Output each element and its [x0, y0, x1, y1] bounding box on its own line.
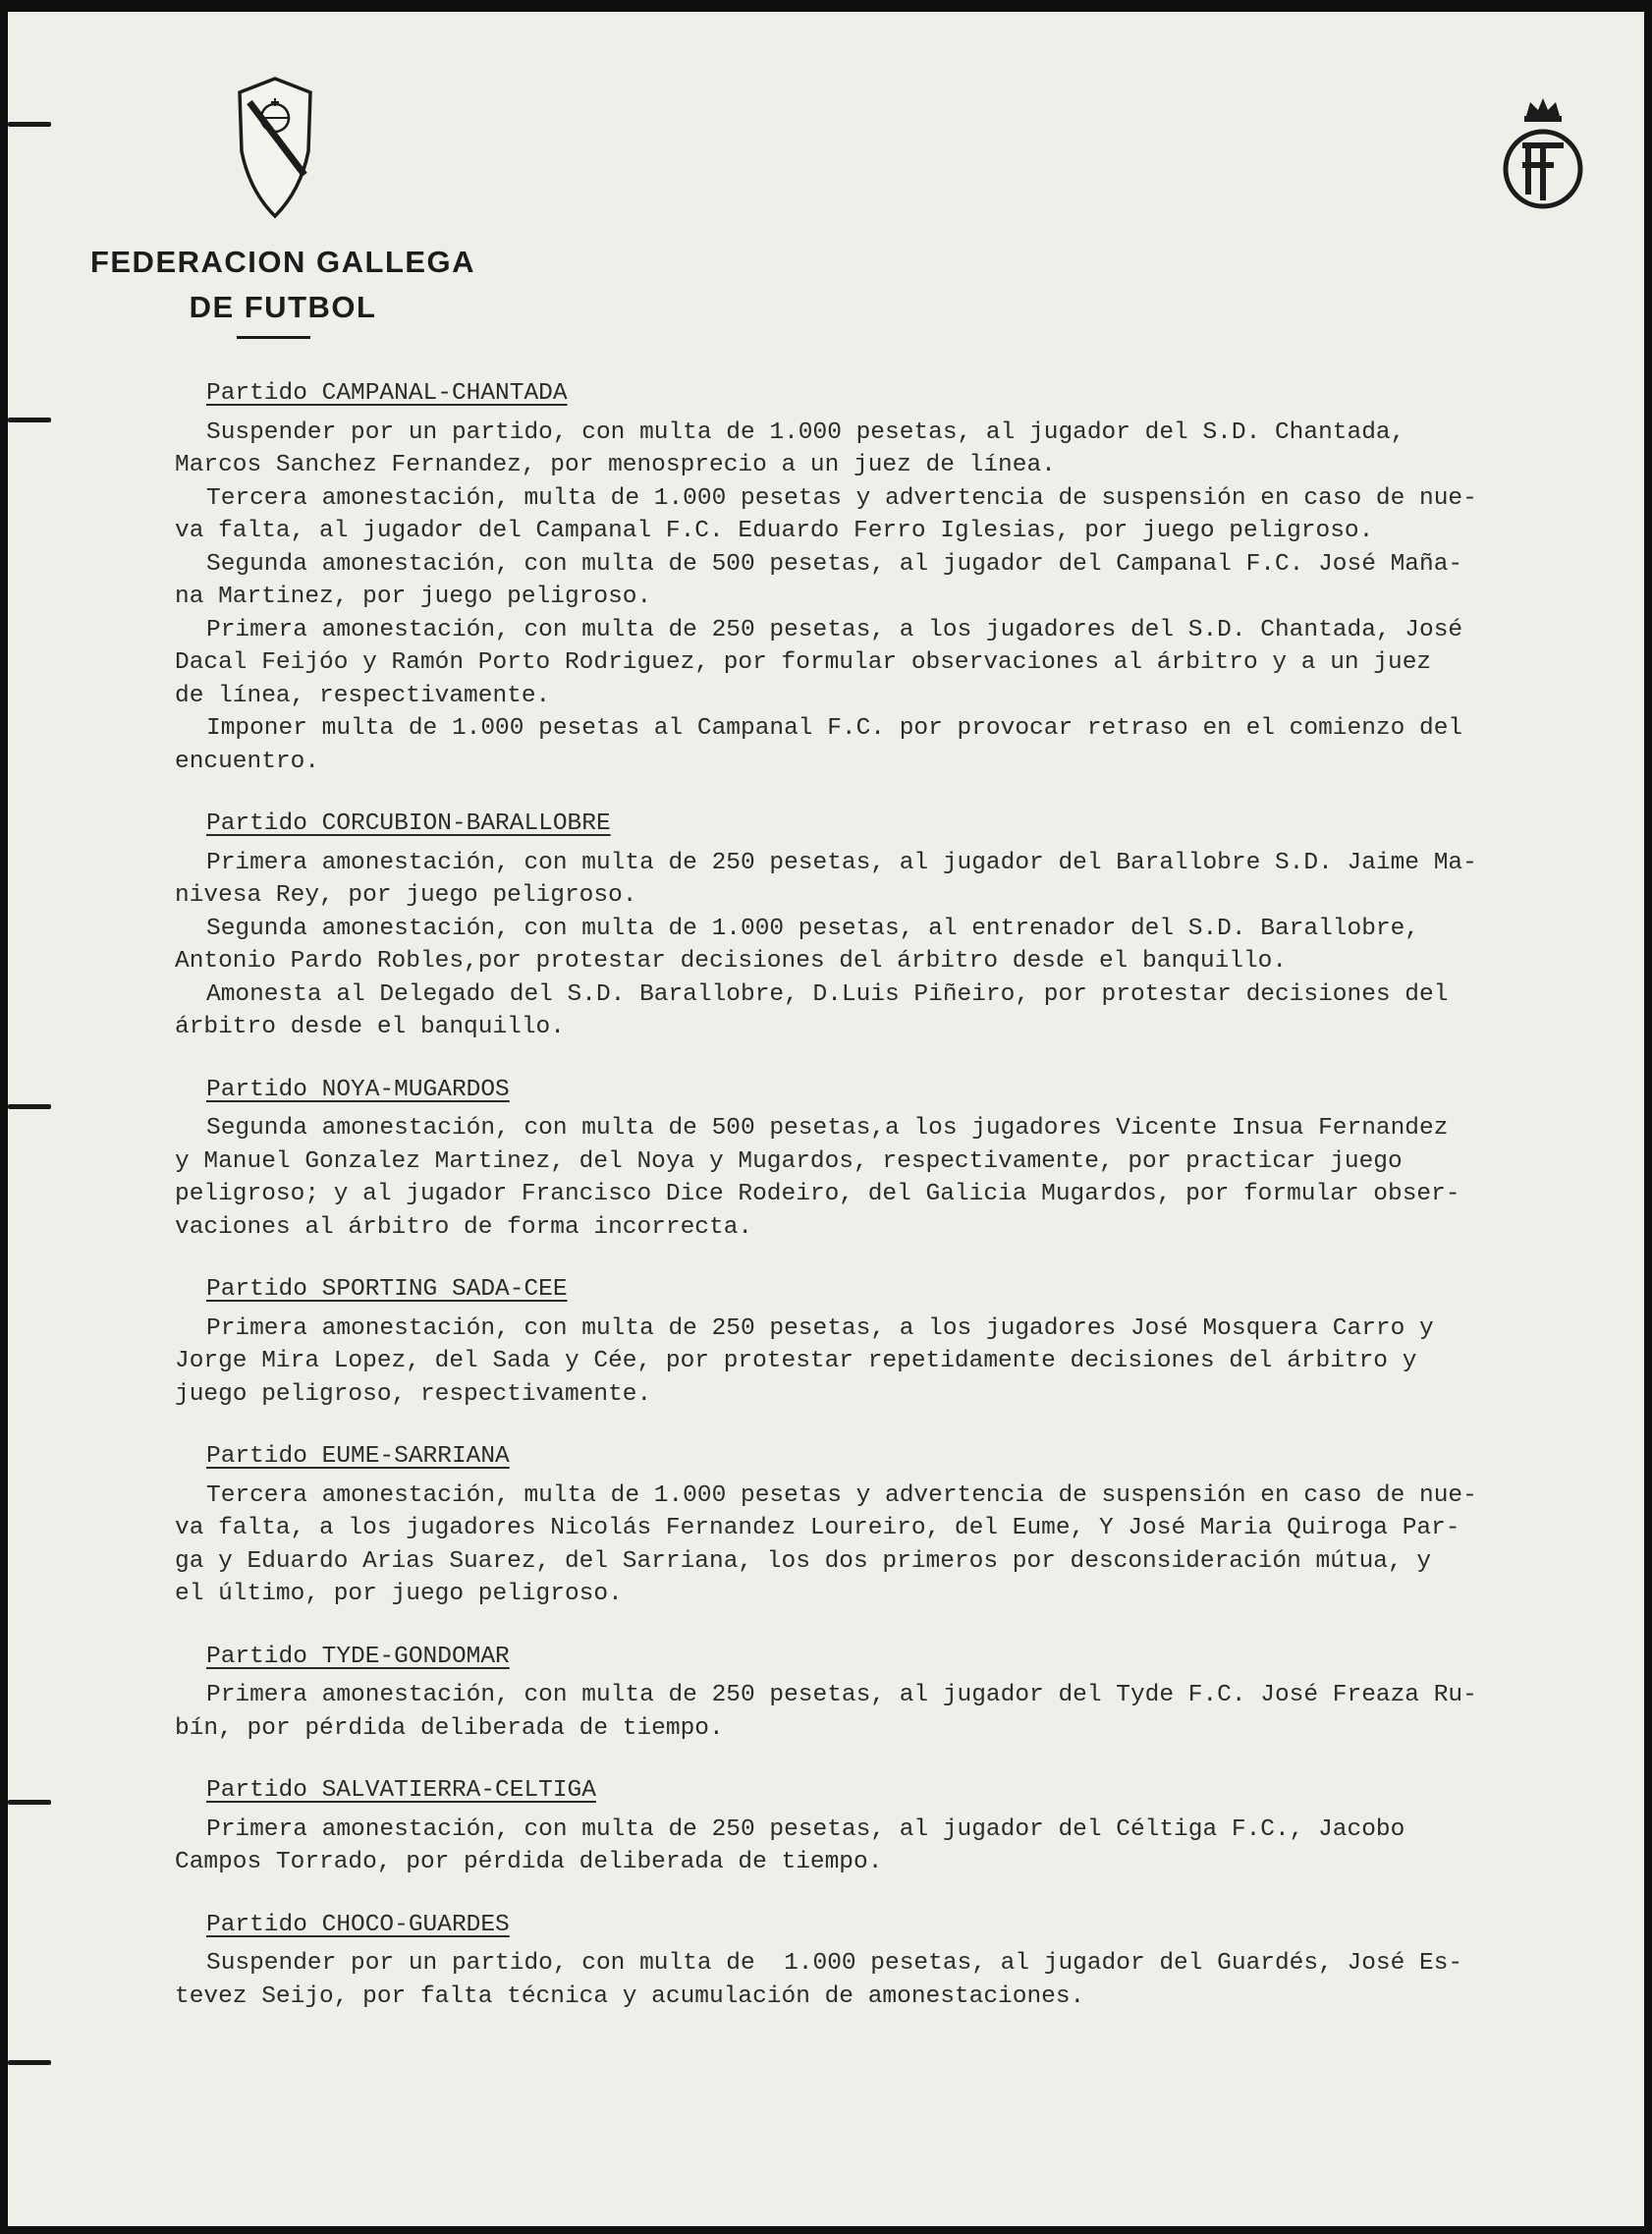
royal-federation-crowned-emblem-icon [1499, 94, 1587, 214]
match-section [175, 1909, 1644, 2014]
binder-hole-mark [8, 2060, 51, 2065]
sanction-line: Primera amonestación, con multa de 250 pesetas, al jugador del Barallobre S.D. Jaime Ma- [206, 849, 1477, 876]
sanction-line: va falta, al jugador del Campanal F.C. Eduardo Ferro Iglesias, por juego peligroso. [175, 518, 1374, 544]
sanction-line: Suspender por un partido, con multa de 1.000 pesetas, al jugador del S.D. Chantada, [206, 419, 1405, 446]
sanction-paragraph [175, 548, 1644, 614]
federation-name-line-2: DE FUTBOL [189, 290, 377, 324]
binder-hole-mark [8, 1104, 51, 1109]
sanction-line: y Manuel Gonzalez Martinez, del Noya y Mugardos, respectivamente, por practicar juego [175, 1147, 1403, 1175]
sanction-line: na Martinez, por juego peligroso. [175, 584, 652, 610]
sanction-line: árbitro desde el banquillo. [175, 1014, 565, 1040]
sanction-line: Campos Torrado, por pérdida deliberada de tiempo. [175, 1849, 883, 1875]
federation-name-line-1: FEDERACION GALLEGA [89, 245, 476, 279]
match-section [175, 1074, 1644, 1245]
sanction-line: de línea, respectivamente. [175, 682, 551, 709]
sanction-line: bín, por pérdida deliberada de tiempo. [175, 1714, 724, 1742]
document-page [8, 12, 1644, 2226]
sanction-line: Antonio Pardo Robles,por protestar decisiones del árbitro desde el banquillo. [175, 948, 1288, 975]
sanction-line: tevez Seijo, por falta técnica y acumulación de amonestaciones. [175, 1983, 1085, 2010]
sanction-line: el último, por juego peligroso. [175, 1581, 623, 1607]
sanction-line: encuentro. [175, 748, 320, 775]
sanction-line: Tercera amonestación, multa de 1.000 pesetas y advertencia de suspensión en caso de nue- [206, 1481, 1477, 1509]
match-heading: Partido CORCUBION-BARALLOBRE [206, 810, 611, 837]
match-section [175, 1273, 1644, 1411]
sanction-line: Amonesta al Delegado del S.D. Barallobre, D.Luis Piñeiro, por protestar decisiones del [206, 980, 1449, 1008]
sanction-paragraph [175, 847, 1644, 913]
sanction-line: Imponer multa de 1.000 pesetas al Campanal F.C. por provocar retraso en el comienzo del [206, 715, 1463, 742]
match-section [175, 1641, 1644, 1746]
sanction-paragraph [175, 1480, 1644, 1611]
binder-hole-mark [8, 1800, 51, 1805]
sanction-line: Dacal Feijóo y Ramón Porto Rodriguez, por formular observaciones al árbitro y a un juez [175, 649, 1432, 676]
sanction-paragraph [175, 978, 1644, 1044]
sanction-line: Primera amonestación, con multa de 250 pesetas, al jugador del Tyde F.C. José Freaza Ru- [206, 1682, 1477, 1708]
sanction-line: vaciones al árbitro de forma incorrecta. [175, 1213, 753, 1241]
binder-hole-mark [8, 122, 51, 127]
sanction-line: Segunda amonestación, con multa de 1.000 pesetas, al entrenador del S.D. Barallobre, [206, 915, 1420, 942]
federation-name [77, 240, 489, 330]
sanction-line: juego peligroso, respectivamente. [175, 1380, 652, 1408]
sanction-line: nivesa Rey, por juego peligroso. [175, 882, 637, 909]
sanction-paragraph [175, 913, 1644, 978]
match-heading: Partido CAMPANAL-CHANTADA [206, 380, 568, 407]
sanction-paragraph [175, 1112, 1644, 1244]
sanction-line: Primera amonestación, con multa de 250 pesetas, a los jugadores José Mosquera Carro y [206, 1314, 1434, 1342]
match-heading: Partido EUME-SARRIANA [206, 1443, 510, 1470]
sanction-line: Primera amonestación, con multa de 250 pesetas, al jugador del Céltiga F.C., Jacobo [206, 1815, 1405, 1843]
match-section [175, 1774, 1644, 1879]
sanction-line: Tercera amonestación, multa de 1.000 pesetas y advertencia de suspensión en caso de nue- [206, 484, 1477, 512]
sanction-paragraph [175, 1312, 1644, 1412]
sanction-paragraph [175, 712, 1644, 778]
header-underline [237, 336, 310, 339]
sanction-paragraph [175, 614, 1644, 713]
sanction-paragraph [175, 1679, 1644, 1745]
sanction-line: Primera amonestación, con multa de 250 pesetas, a los jugadores del S.D. Chantada, José [206, 616, 1463, 643]
sanction-line: Suspender por un partido, con multa de 1.000 pesetas, al jugador del Guardés, José Es- [206, 1950, 1463, 1977]
match-heading: Partido SPORTING SADA-CEE [206, 1276, 568, 1303]
sanction-line: Segunda amonestación, con multa de 500 pesetas, al jugador del Campanal F.C. José Maña- [206, 550, 1463, 578]
sanction-paragraph [175, 417, 1644, 482]
match-section [175, 1440, 1644, 1611]
sanction-line: peligroso; y al jugador Francisco Dice Rodeiro, del Galicia Mugardos, por formular obser- [175, 1181, 1460, 1207]
sanction-line: Jorge Mira Lopez, del Sada y Cée, por protestar repetidamente decisiones del árbitro y [175, 1348, 1417, 1374]
sanction-paragraph [175, 482, 1644, 548]
sanction-paragraph [175, 1814, 1644, 1879]
galician-federation-shield-logo-icon [232, 73, 318, 220]
sanction-line: Segunda amonestación, con multa de 500 pesetas,a los jugadores Vicente Insua Fernandez [206, 1115, 1449, 1142]
sanction-line: Marcos Sanchez Fernandez, por menosprecio a un juez de línea. [175, 452, 1056, 478]
binder-hole-mark [8, 418, 51, 422]
sanctions-body [175, 377, 1644, 2042]
match-section [175, 808, 1644, 1044]
sanction-line: ga y Eduardo Arias Suarez, del Sarriana, los dos primeros por desconsideración mútua, y [175, 1547, 1432, 1575]
match-heading: Partido SALVATIERRA-CELTIGA [206, 1777, 596, 1804]
match-heading: Partido TYDE-GONDOMAR [206, 1643, 510, 1670]
sanction-line: va falta, a los jugadores Nicolás Fernandez Loureiro, del Eume, Y José Maria Quiroga Par- [175, 1515, 1460, 1541]
sanction-paragraph [175, 1947, 1644, 2013]
match-heading: Partido CHOCO-GUARDES [206, 1911, 510, 1938]
match-heading: Partido NOYA-MUGARDOS [206, 1076, 510, 1103]
match-section [175, 377, 1644, 778]
